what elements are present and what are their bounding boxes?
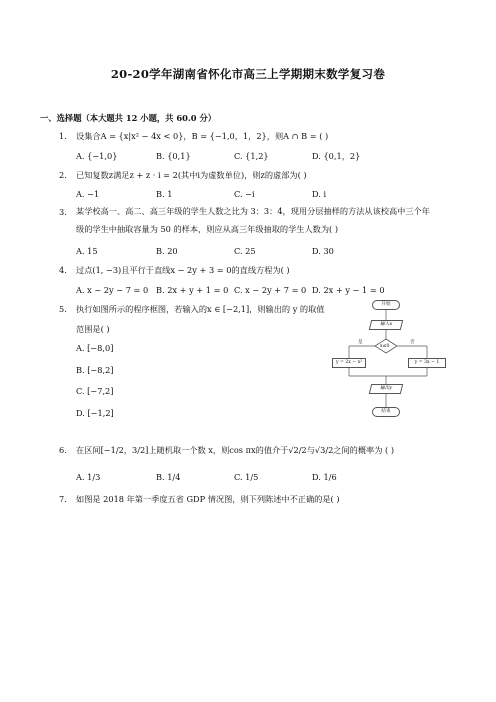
option-a: A. [−8,0] <box>76 343 114 353</box>
question-number: 6. <box>59 445 67 455</box>
flowchart-decision: x≤0 <box>380 344 390 349</box>
option-column <box>76 343 114 429</box>
question-text: 如图是 2018 年第一季度五省 GDP 情况图，则下列陈述中不正确的是( ) <box>76 494 340 504</box>
option-b: B. 20 <box>156 246 178 256</box>
option-c: C. 25 <box>234 246 256 256</box>
option-a: A. {−1,0} <box>76 151 118 161</box>
option-d: D. 30 <box>312 246 334 256</box>
option-a: A. −1 <box>76 189 100 199</box>
question-number: 4. <box>59 265 67 275</box>
flowchart-input: 输入x <box>369 320 403 330</box>
question-text: 设集合A = {x|x² − 4x < 0}，B = {−1,0，1，2}，则A ∩ B = ( ) <box>76 131 329 141</box>
question-number: 7. <box>59 494 67 504</box>
flowchart-end: 结束 <box>372 407 400 417</box>
option-b: B. 1/4 <box>156 472 181 482</box>
flowchart-left-box: y = 2x − x² <box>332 358 366 368</box>
question-number: 1. <box>59 131 67 141</box>
option-c: C. 1/5 <box>234 472 259 482</box>
flowchart-yes-label: 是 <box>358 340 363 345</box>
flowchart-no-label: 否 <box>410 340 415 345</box>
section-heading: 一、选择题（本大题共 12 小题，共 60.0 分） <box>40 113 217 123</box>
question-text: 过点(1, −3)且平行于直线x − 2y + 3 = 0的直线方程为( ) <box>76 265 290 275</box>
option-a: A. 15 <box>76 246 98 256</box>
option-b: B. [−8,2] <box>76 364 114 375</box>
option-c: C. {1,2} <box>234 151 269 161</box>
question-text: 执行如图所示的程序框图，若输入的x ∈ [−2,1]，则输出的 y 的取值范围是( ) <box>76 304 325 334</box>
flowchart-right-box: y = 3x − 1 <box>408 358 446 368</box>
flowchart-output: 输出y <box>369 384 403 394</box>
question-text: 已知复数z满足z + z · i = 2(其中i为虚数单位)，则z的虚部为( ) <box>76 170 307 180</box>
option-b: B. 1 <box>156 189 173 199</box>
option-d: D. 2x + y − 1 = 0 <box>312 285 385 295</box>
option-d: D. {0,1，2} <box>312 151 361 161</box>
question-text: 在区间[−1/2，3/2]上随机取一个数 x，则cos πx的值介于√2/2与√3/2之间的概率为 ( ) <box>76 445 395 455</box>
page-title: 20-20学年湖南省怀化市高三上学期期末数学复习卷 <box>110 67 386 81</box>
option-b: B. {0,1} <box>156 151 191 161</box>
flowchart <box>330 296 454 424</box>
flowchart-start: 开始 <box>372 300 400 310</box>
option-c: C. −i <box>234 189 255 199</box>
question-text: 某学校高一、高二、高三年级的学生人数之比为 3：3：4，现用分层抽样的方法从该校高中三个年级的学生中抽取容量为 50 的样本，则应从高三年级抽取的学生人数为( ) <box>76 206 430 234</box>
option-d: D. i <box>312 189 327 199</box>
question-number: 2. <box>59 170 67 180</box>
option-c: C. x − 2y + 7 = 0 <box>234 285 307 295</box>
question-number: 3. <box>59 207 67 217</box>
option-a: A. 1/3 <box>76 472 101 482</box>
option-a: A. x − 2y − 7 = 0 <box>76 285 149 295</box>
option-b: B. 2x + y + 1 = 0 <box>156 285 229 295</box>
option-d: D. [−1,2] <box>76 407 114 418</box>
option-d: D. 1/6 <box>312 472 337 482</box>
question-number: 5. <box>59 304 67 314</box>
option-c: C. [−7,2] <box>76 386 114 396</box>
